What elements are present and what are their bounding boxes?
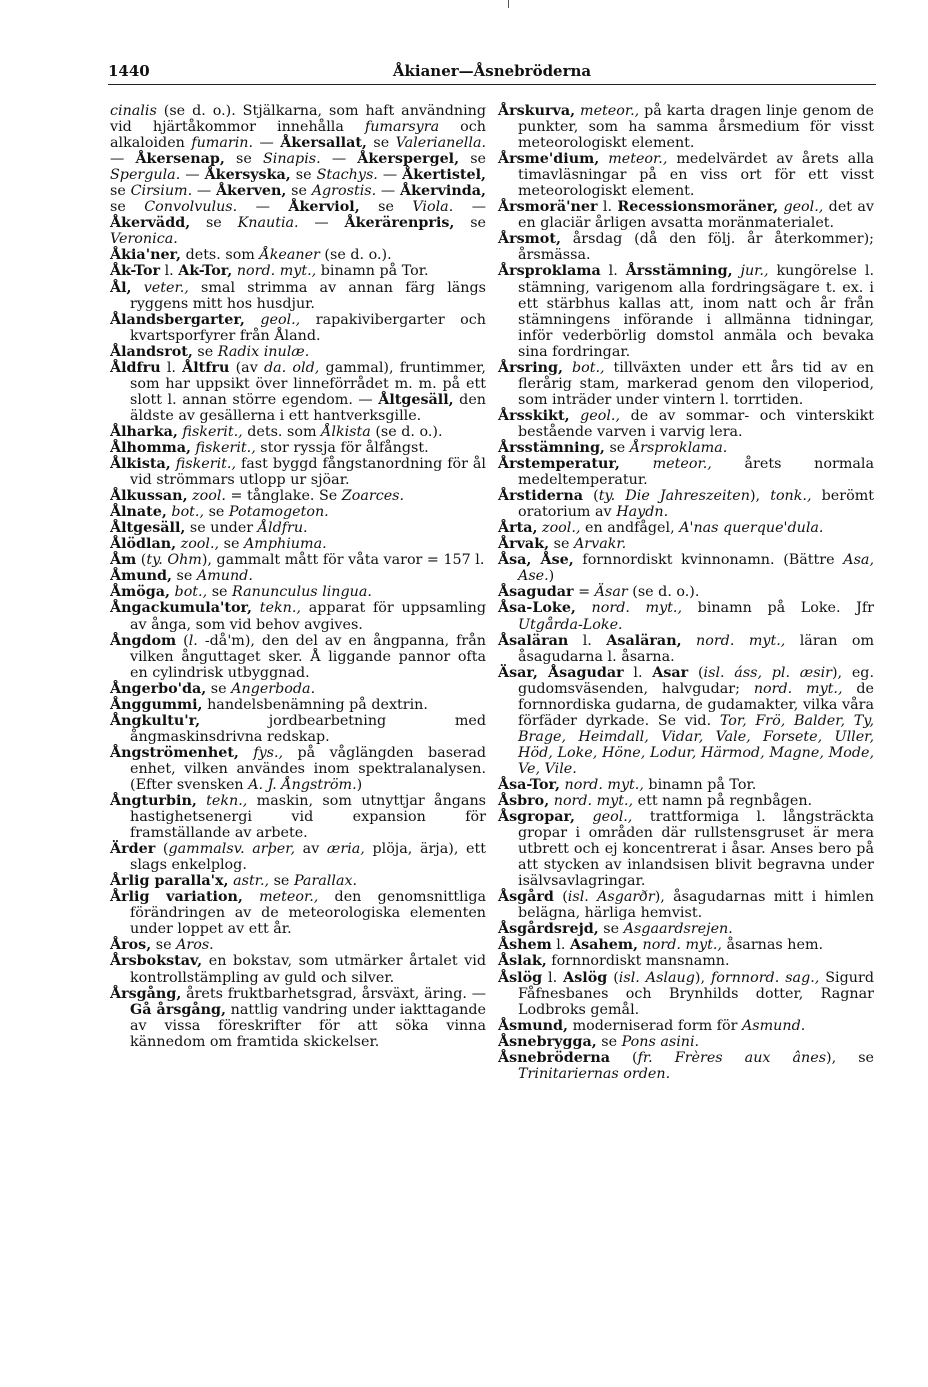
dictionary-entry: Ål, veter., smal strimma av annan färg längs ryggens mitt hos husdjur. [110, 279, 487, 312]
dictionary-entry: Åshem l. Asahem, nord. myt., åsarnas hem. [498, 937, 824, 954]
dictionary-entry: Årsmorä'ner l. Recessionsmoräner, geol., det av en glaciär årligen avsatta moränmaterialet. [498, 199, 874, 232]
dictionary-entry: Åsa-Loke, nord. myt., binamn på Loke. Jfr Utgårda-Loke. [498, 600, 874, 633]
dictionary-entry: Årta, zool., en andfågel, A'nas querque'dula. [498, 520, 824, 537]
dictionary-entry: Ånggummi, handelsbenämning på dextrin. [110, 696, 428, 713]
dictionary-entry: Årsme'dium, meteor., medelvärdet av årets alla timavläsningar på en viss ort för ett visst meteorologiskt element. [498, 151, 874, 200]
dictionary-entry: Åsmund, moderniserad form för Asmund. [498, 1017, 806, 1034]
dictionary-entry: Åslög l. Aslög (isl. Aslaug), fornnord. sag., Sigurd Fåfnesbanes och Brynhilds dotter, Ragnar Lodbroks gemål. [498, 969, 874, 1018]
right-column [498, 103, 874, 1082]
dictionary-entry: Äsar, Åsagudar l. Asar (isl. áss, pl. æsir), eg. gudomsväsenden, halvgudar; nord. myt., de fornnordiska gudarna, de gudamakter, vilka våra förfäder dyrkade. Se vid. Tor, Frö, Balder, Ty, Brage, Heimdall, Vidar, Vale, Forsete, Uller, Höd, Loke, Höne, Lodur, Härmod, Magne, Mode, Ve, Vile. [498, 664, 875, 777]
page-header [108, 62, 876, 84]
dictionary-entry: Ålandsrot, se Radix inulæ. [110, 343, 310, 360]
dictionary-entry: Årsgång, årets fruktbarhetsgrad, årsväxt, äring. — Gå årsgång, nattlig vandring under iakttagande av vissa föreskrifter för att söka vinna kännedom om framtida skickelser. [110, 985, 486, 1050]
dictionary-entry: Årlig paralla'x, astr., se Parallax. [110, 873, 358, 890]
dictionary-entry: Åm (ty. Ohm), gammalt mått för våta varor = 157 l. [110, 552, 485, 569]
dictionary-entry: Ångströmenhet, fys., på våglängden baserad enhet, vilken användes inom spektralanalysen. (Efter svensken A. J. Ångström.) [110, 744, 486, 793]
dictionary-entry: cinalis (se d. o.). Stjälkarna, som haft användning vid hjärtåkommor innehålla fumarsyra och alkaloiden fumarin. — Åkersallat, se Valerianella. — Åkersenap, se Sinapis. — Åkerspergel, se Spergula. — Åkersyska, se Stachys. — Åkertistel, se Cirsium. — Åkerven, se Agrostis. — Åkervinda, se Convolvulus. — Åkerviol, se Viola. — Åkervädd, se Knautia. — Åkerärenpris, se Veronica. [110, 103, 487, 248]
dictionary-entry: Årsskikt, geol., de av sommar- och vinterskikt bestående varven i varvig lera. [498, 407, 875, 440]
dictionary-entry: Åsbro, nord. myt., ett namn på regnbågen. [498, 793, 813, 810]
dictionary-entry: Ålödlan, zool., se Amphiuma. [110, 536, 327, 553]
dictionary-entry: Ångkultu'r, jordbearbetning med ångmaskinsdrivna redskap. [110, 712, 486, 745]
left-column [110, 103, 486, 1050]
dictionary-entry: Ålnate, bot., se Potamogeton. [110, 504, 329, 521]
dictionary-entry: Årvak, se Arvakr. [498, 536, 627, 553]
page-number: 1440 [108, 62, 150, 80]
dictionary-entry: Åkia'ner, dets. som Åkeaner (se d. o.). [110, 247, 392, 264]
dictionary-entry: Ångackumula'tor, tekn., apparat för uppsamling av ånga, som vid behov avgives. [110, 600, 486, 633]
scan-mark [508, 0, 509, 8]
dictionary-entry: Åldfru l. Åltfru (av da. old, gammal), fruntimmer, som har uppsikt över linneförrådet m. m. på ett slott l. annan större egendom. — Åltgesäll, den äldste av gesällerna i ett hantverksgille. [110, 359, 486, 424]
dictionary-entry: Åsa-Tor, nord. myt., binamn på Tor. [498, 776, 757, 793]
dictionary-entry: Ångturbin, tekn., maskin, som utnyttjar ångans hastighetsenergi vid expansion för framställande av arbete. [110, 793, 486, 842]
dictionary-entry: Årsring, bot., tillväxten under ett års tid av en flerårig stam, markerad genom den viloperiod, som inträder under vintern l. torrtiden. [498, 359, 874, 408]
dictionary-entry: Ålharka, fiskerit., dets. som Ålkista (se d. o.). [110, 423, 443, 440]
dictionary-entry: Åsaläran l. Asaläran, nord. myt., läran om åsagudarna l. åsarna. [498, 632, 875, 665]
dictionary-entry: Ålkista, fiskerit., fast byggd fångstanordning för ål vid strömmars utlopp ur sjöar. [110, 456, 487, 489]
dictionary-entry: Årstemperatur, meteor., årets normala medeltemperatur. [498, 456, 874, 489]
dictionary-entry: Åslak, fornnordiskt mansnamn. [498, 953, 730, 970]
dictionary-entry: Åmöga, bot., se Ranunculus lingua. [110, 584, 372, 601]
dictionary-entry: Ångerbo'da, se Angerboda. [110, 680, 316, 697]
dictionary-entry: Åsnebröderna (fr. Frères aux ânes), se Trinitariernas orden. [498, 1049, 875, 1082]
dictionary-entry: Årlig variation, meteor., den genomsnittliga förändringen av de meteorologiska elementen under loppet av ett år. [110, 889, 487, 938]
dictionary-entry: Årskurva, meteor., på karta dragen linje genom de punkter, som ha samma årsmedium för visst meteorologiskt element. [498, 103, 874, 152]
dictionary-entry: Åros, se Aros. [110, 937, 214, 954]
dictionary-entry: Årsstämning, se Årsproklama. [498, 439, 728, 456]
dictionary-entry: Åsnebrygga, se Pons asini. [498, 1033, 700, 1050]
dictionary-entry: Åsa, Åse, fornnordiskt kvinnonamn. (Bättre Asa, Ase.) [498, 552, 874, 585]
header-rule [108, 84, 876, 85]
dictionary-entry: Ångdom (l. -då'm), den del av en ångpanna, från vilken ånguttaget sker. Å liggande pannor ofta en cylindrisk utbyggnad. [110, 632, 486, 681]
dictionary-entry: Ärder (gammalsv. arþer, av æria, plöja, ärja), ett slags enkelplog. [110, 841, 486, 874]
dictionary-entry: Årsbokstav, en bokstav, som utmärker årtalet vid kontrollstämpling av guld och silver. [110, 953, 486, 986]
dictionary-entry: Åsgropar, geol., trattformiga l. långsträckta gropar i områden där rullstensgruset är mera utbrett och ej koncentrerat i åsar. Anses bero på att stycken av inlandsisen blivit begravna under isälvsavlagringar. [498, 809, 875, 890]
dictionary-entry: Ålandsbergarter, geol., rapakivibergarter och kvartsporfyrer från Åland. [110, 311, 486, 344]
dictionary-entry: Ålhomma, fiskerit., stor ryssja för ålfångst. [110, 439, 429, 456]
dictionary-entry: Årsmot, årsdag (då den följ. år återkommer); årsmässa. [498, 231, 874, 264]
dictionary-entry: Ålkussan, zool. = tånglake. Se Zoarces. [110, 488, 405, 505]
dictionary-entry: Årsproklama l. Årsstämning, jur., kungörelse l. stämning, varigenom alla fordringsägare t. ex. i ett stärbhus kallas att, inom natt och år från stämningens införande i allmänna tidningar, inför vederbörlig domstol anmäla och bevaka sina fordringar. [498, 263, 874, 360]
dictionary-entry: Åmund, se Amund. [110, 568, 253, 585]
dictionary-entry: Årstiderna (ty. Die Jahreszeiten), tonk., berömt oratorium av Haydn. [498, 488, 874, 521]
running-head: Åkianer—Åsnebröderna [392, 62, 592, 80]
dictionary-entry: Åsagudar = Äsar (se d. o.). [498, 584, 700, 601]
dictionary-entry: Åsgårdsrejd, se Asgaardsrejen. [498, 921, 733, 938]
dictionary-entry: Åk-Tor l. Ak-Tor, nord. myt., binamn på Tor. [110, 263, 429, 280]
dictionary-entry: Åltgesäll, se under Åldfru. [110, 520, 308, 537]
dictionary-entry: Åsgård (isl. Asgarðr), åsagudarnas mitt i himlen belägna, härliga hemvist. [498, 889, 875, 922]
